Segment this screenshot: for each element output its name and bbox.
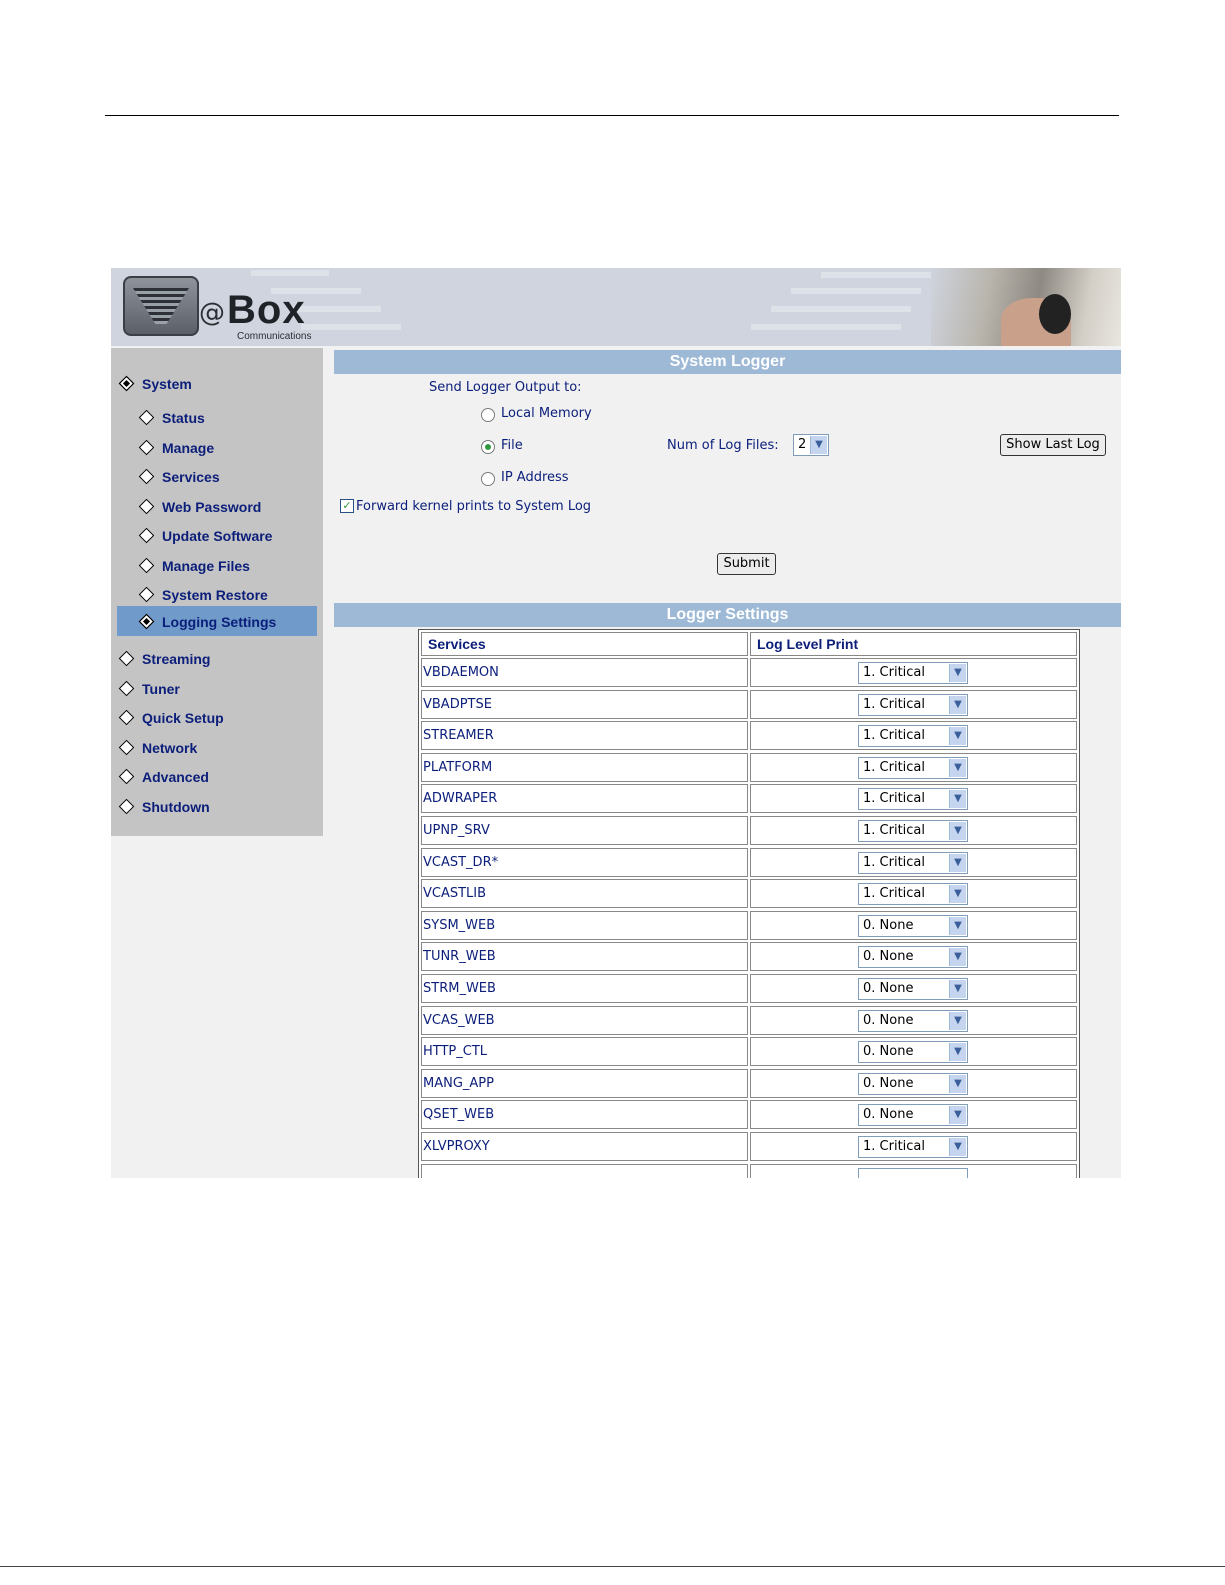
forward-kernel-checkbox[interactable]: ✓: [340, 499, 354, 513]
send-logger-output-label: Send Logger Output to:: [429, 380, 582, 395]
chevron-down-icon: ▼: [949, 1138, 966, 1156]
sidebar-item-services[interactable]: [117, 463, 317, 491]
log-level-select[interactable]: [858, 915, 968, 937]
log-level-cell: [750, 1069, 1077, 1098]
service-name: PLATFORM: [423, 759, 493, 775]
table-row: [419, 1130, 1079, 1162]
header-cell-log-level: [750, 632, 1077, 656]
logger-settings-title: Logger Settings: [334, 603, 1121, 627]
select-value: 0. None: [863, 1075, 914, 1091]
sidebar-item-streaming[interactable]: [111, 645, 323, 673]
diamond-filled-icon: [139, 614, 155, 630]
sidebar-item-label: Services: [162, 469, 220, 485]
log-level-cell: [750, 1006, 1077, 1035]
log-level-cell: [750, 658, 1077, 687]
chevron-down-icon: ▼: [949, 727, 966, 745]
column-header: Log Level Print: [757, 636, 859, 652]
log-level-select[interactable]: [858, 1168, 968, 1178]
select-value: 0. None: [863, 981, 914, 996]
diamond-icon: [139, 469, 155, 485]
table-row: [419, 972, 1079, 1004]
service-cell: [421, 753, 748, 782]
radio-label-ip-address: IP Address: [501, 470, 569, 485]
service-name: SYSM_WEB: [423, 917, 496, 933]
chevron-down-icon: ▼: [949, 1012, 966, 1030]
chevron-down-icon: ▼: [949, 854, 966, 872]
service-cell: [421, 1006, 748, 1035]
table-row: [419, 656, 1079, 688]
forward-kernel-label: Forward kernel prints to System Log: [356, 499, 592, 514]
service-cell: [421, 690, 748, 719]
service-cell: [421, 974, 748, 1003]
sidebar-item-label: Advanced: [142, 769, 209, 785]
chevron-down-icon: ▼: [949, 696, 966, 714]
table-row: [419, 719, 1079, 751]
table-row: [419, 782, 1079, 814]
service-name: VCAS_WEB: [423, 1012, 495, 1028]
log-level-select[interactable]: [858, 820, 968, 842]
table-row: [419, 846, 1079, 878]
table-row: [419, 1035, 1079, 1067]
diamond-icon: [119, 740, 135, 756]
log-level-select[interactable]: [858, 788, 968, 810]
diamond-icon: [139, 558, 155, 574]
sidebar-item-tuner[interactable]: [111, 675, 323, 703]
diamond-icon: [119, 769, 135, 785]
service-cell: [421, 1100, 748, 1129]
sidebar-item-label: Manage Files: [162, 558, 250, 574]
sidebar-item-label: Logging Settings: [162, 614, 277, 630]
chevron-down-icon: ▼: [949, 822, 966, 840]
service-name: TUNR_WEB: [423, 949, 496, 965]
service-name: MANG_APP: [423, 1075, 494, 1091]
chevron-down-icon: ▼: [949, 917, 966, 935]
log-level-cell: [750, 1100, 1077, 1129]
service-cell: [421, 848, 748, 877]
table-header-row: [419, 630, 1079, 656]
service-name: VCAST_DR*: [423, 854, 499, 870]
service-name: UPNP_SRV: [423, 823, 490, 838]
log-level-cell: [750, 911, 1077, 940]
log-level-cell: [750, 1132, 1077, 1161]
log-level-cell: [750, 1037, 1077, 1066]
service-cell: [421, 1164, 748, 1178]
service-name: VBADPTSE: [423, 696, 492, 712]
table-row: [419, 909, 1079, 941]
table-row: [419, 688, 1079, 720]
select-value: 0. None: [863, 949, 914, 965]
chevron-down-icon: ▼: [949, 664, 966, 682]
service-cell: [421, 911, 748, 940]
chevron-down-icon: ▼: [949, 759, 966, 777]
table-row: [419, 1004, 1079, 1036]
service-cell: [421, 942, 748, 971]
sidebar-item-label: System: [142, 376, 192, 392]
chevron-down-icon: ▼: [810, 436, 827, 454]
diamond-icon: [139, 587, 155, 603]
log-level-cell: [750, 974, 1077, 1003]
log-level-select[interactable]: [858, 1136, 968, 1158]
log-level-cell: [750, 753, 1077, 782]
sidebar-item-label: Shutdown: [142, 799, 210, 815]
sidebar-item-label: Network: [142, 740, 198, 756]
table-row: [419, 877, 1079, 909]
logo-wordmark: Box: [227, 288, 306, 332]
chevron-down-icon: ▼: [949, 790, 966, 808]
select-value: 0. None: [863, 1107, 914, 1123]
sidebar-item-system[interactable]: [111, 370, 323, 398]
log-level-cell: [750, 848, 1077, 877]
logger-settings-table: [418, 629, 1080, 1178]
sidebar-item-label: Update Software: [162, 528, 273, 544]
page-bottom-rule: [0, 1566, 1225, 1567]
log-level-select[interactable]: [858, 725, 968, 747]
service-name: ADWRAPER: [423, 791, 498, 807]
sidebar-item-quick-setup[interactable]: [111, 704, 323, 732]
log-level-select[interactable]: [858, 852, 968, 874]
table-row: [419, 1098, 1079, 1130]
sidebar-item-label: Web Password: [162, 499, 262, 515]
log-level-cell: [750, 816, 1077, 845]
sidebar-item-network[interactable]: [111, 734, 323, 762]
header-cell-services: [421, 632, 748, 656]
sidebar-item-manage[interactable]: [117, 434, 317, 462]
log-level-select[interactable]: [858, 883, 968, 905]
diamond-filled-icon: [119, 376, 135, 392]
service-cell: [421, 1132, 748, 1161]
log-level-select[interactable]: [858, 1104, 968, 1126]
logo-at-sign: @: [199, 298, 225, 328]
service-name: VBDAEMON: [423, 665, 499, 680]
service-cell: [421, 1069, 748, 1098]
service-name: STREAMER: [423, 728, 494, 744]
sidebar-nav: [111, 348, 323, 836]
log-level-select[interactable]: [858, 662, 968, 684]
num-log-files-select[interactable]: [793, 434, 829, 456]
service-cell: [421, 721, 748, 750]
select-value: 1. Critical: [863, 696, 926, 712]
service-name: STRM_WEB: [423, 981, 496, 996]
table-row: [419, 940, 1079, 972]
num-log-files-label: Num of Log Files:: [667, 438, 779, 453]
table-row: [419, 814, 1079, 846]
log-level-select[interactable]: [858, 946, 968, 968]
sidebar-item-logging-settings[interactable]: [117, 606, 317, 636]
diamond-icon: [139, 528, 155, 544]
log-level-cell: [750, 784, 1077, 813]
service-name: XLVPROXY: [423, 1139, 490, 1154]
sidebar-item-status[interactable]: [117, 404, 317, 432]
sidebar-item-advanced[interactable]: [111, 763, 323, 791]
diamond-icon: [119, 681, 135, 697]
sidebar-item-label: Streaming: [142, 651, 211, 667]
sidebar-item-label: System Restore: [162, 587, 268, 603]
header-banner: [111, 268, 1121, 346]
select-value: 1. Critical: [863, 1139, 926, 1154]
sidebar-item-label: Tuner: [142, 681, 180, 697]
service-cell: [421, 658, 748, 687]
diamond-icon: [139, 410, 155, 426]
log-level-cell: [750, 690, 1077, 719]
table-row: [419, 1067, 1079, 1099]
diamond-icon: [119, 799, 135, 815]
diamond-icon: [139, 499, 155, 515]
service-cell: [421, 784, 748, 813]
sidebar-item-update-software[interactable]: [117, 522, 317, 550]
select-value: 1. Critical: [863, 665, 926, 680]
service-name: VCASTLIB: [423, 886, 487, 902]
chevron-down-icon: ▼: [949, 948, 966, 966]
log-level-cell: [750, 721, 1077, 750]
radio-file[interactable]: [481, 440, 495, 454]
log-level-select[interactable]: [858, 694, 968, 716]
logo-v-mark: [123, 276, 199, 336]
select-value: 1. Critical: [863, 886, 926, 902]
banner-photo: [931, 268, 1121, 346]
sidebar-item-system-restore[interactable]: [117, 581, 317, 609]
sidebar-item-web-password[interactable]: [117, 493, 317, 521]
log-level-cell: [750, 942, 1077, 971]
log-level-select[interactable]: [858, 1010, 968, 1032]
sidebar-item-label: Manage: [162, 440, 215, 456]
chevron-down-icon: ▼: [949, 1106, 966, 1124]
chevron-down-icon: ▼: [949, 980, 966, 998]
select-value: 1. Critical: [863, 759, 926, 775]
service-cell: [421, 1037, 748, 1066]
log-level-select[interactable]: [858, 978, 968, 1000]
diamond-icon: [119, 710, 135, 726]
radio-ip-address[interactable]: [481, 472, 495, 486]
select-value: 0. None: [863, 1044, 914, 1060]
select-value: 0. None: [863, 917, 914, 933]
table-row: [419, 751, 1079, 783]
radio-label-file: File: [501, 438, 523, 453]
log-level-select[interactable]: [858, 757, 968, 779]
table-row: [419, 1162, 1079, 1178]
select-value: 0. None: [863, 1012, 914, 1028]
select-value: 1. Critical: [863, 791, 926, 807]
log-level-select[interactable]: [858, 1073, 968, 1095]
system-logger-title: System Logger: [334, 350, 1121, 374]
service-cell: [421, 816, 748, 845]
logo-subtitle: Communications: [237, 331, 312, 342]
select-value: 2: [798, 437, 807, 452]
radio-label-local-memory: Local Memory: [501, 406, 592, 421]
submit-button[interactable]: Submit: [717, 553, 776, 575]
chevron-down-icon: ▼: [949, 1043, 966, 1061]
chevron-down-icon: ▼: [949, 1075, 966, 1093]
log-level-cell: [750, 1164, 1077, 1178]
diamond-icon: [139, 440, 155, 456]
sidebar-item-manage-files[interactable]: [117, 552, 317, 580]
log-level-cell: [750, 879, 1077, 908]
column-header: Services: [428, 636, 486, 652]
chevron-down-icon: ▼: [949, 885, 966, 903]
service-name: QSET_WEB: [423, 1107, 495, 1123]
select-value: 1. Critical: [863, 854, 926, 870]
sidebar-item-label: Status: [162, 410, 205, 426]
service-name: HTTP_CTL: [423, 1044, 488, 1060]
log-level-select[interactable]: [858, 1041, 968, 1063]
service-cell: [421, 879, 748, 908]
select-value: 1. Critical: [863, 728, 926, 744]
page-top-rule: [105, 115, 1119, 116]
radio-local-memory[interactable]: [481, 408, 495, 422]
diamond-icon: [119, 651, 135, 667]
select-value: 1. Critical: [863, 823, 926, 838]
web-ui-screenshot: [111, 268, 1121, 1178]
sidebar-item-label: Quick Setup: [142, 710, 224, 726]
show-last-log-button[interactable]: Show Last Log: [1000, 434, 1106, 456]
sidebar-item-shutdown[interactable]: [111, 793, 323, 821]
